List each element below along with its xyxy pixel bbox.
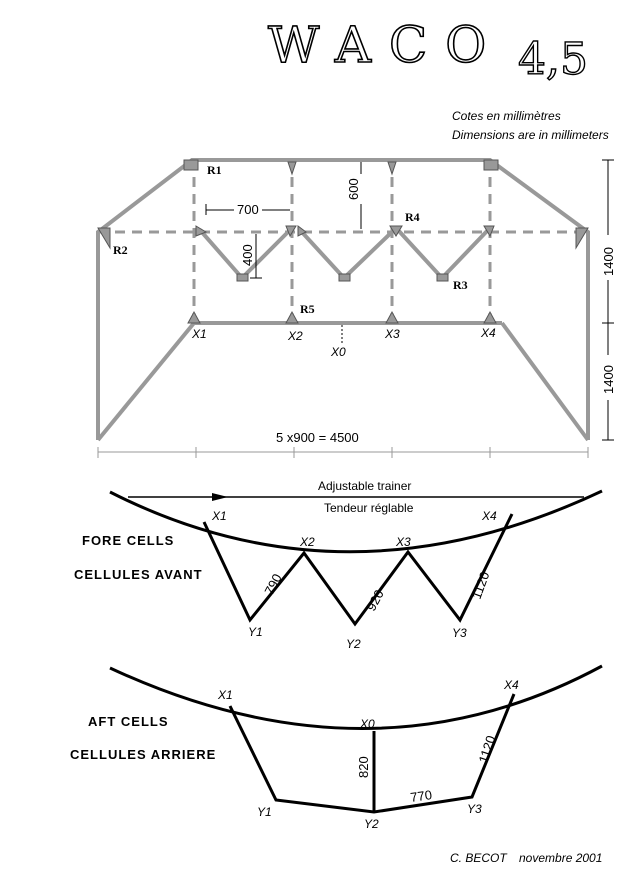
trainer-label-en: Adjustable trainer bbox=[318, 479, 412, 493]
dim-600: 600 bbox=[346, 178, 361, 200]
left-brace bbox=[98, 323, 194, 440]
dim-700: 700 bbox=[237, 202, 259, 217]
fore-label-y2: Y2 bbox=[346, 637, 361, 651]
author-credit: C. BECOT bbox=[450, 851, 507, 865]
ring-marker-top-right bbox=[484, 160, 498, 170]
diagram-version: 4,5 bbox=[518, 34, 588, 85]
fore-dim-790: 790 bbox=[261, 571, 285, 598]
tab-marker-top-3 bbox=[388, 162, 396, 174]
aft-sail-curve bbox=[110, 666, 602, 729]
fore-title-fr: CELLULES AVANT bbox=[74, 567, 203, 582]
label-r5: R5 bbox=[300, 302, 315, 316]
fore-title-en: FORE CELLS bbox=[82, 533, 175, 548]
aft-label-y1: Y1 bbox=[257, 805, 272, 819]
aft-label-x1: X1 bbox=[218, 688, 233, 702]
fore-dim-920: 920 bbox=[363, 587, 387, 614]
label-r3: R3 bbox=[453, 278, 468, 292]
label-r1: R1 bbox=[207, 163, 222, 177]
aft-label-x4: X4 bbox=[504, 678, 519, 692]
tab-marker-x1 bbox=[188, 312, 200, 323]
aft-dim-770: 770 bbox=[409, 787, 433, 805]
fore-label-x1: X1 bbox=[212, 509, 227, 523]
ring-marker-v1 bbox=[237, 274, 248, 281]
fore-label-x2: X2 bbox=[300, 535, 315, 549]
aft-label-y2: Y2 bbox=[364, 817, 379, 831]
span-dimension: 5 x900 = 4500 bbox=[276, 430, 359, 445]
right-brace bbox=[502, 323, 588, 440]
top-view bbox=[98, 160, 616, 458]
tab-marker-r5 bbox=[286, 312, 298, 323]
date-credit: novembre 2001 bbox=[519, 851, 603, 865]
aft-label-x0: X0 bbox=[360, 717, 375, 731]
fore-label-x3: X3 bbox=[396, 535, 411, 549]
label-r2: R2 bbox=[113, 243, 128, 257]
aft-dim-820: 820 bbox=[356, 756, 371, 778]
bridle-v-2 bbox=[300, 230, 394, 278]
kite-outline bbox=[98, 160, 588, 440]
tab-marker-x3 bbox=[386, 312, 398, 323]
label-x2: X2 bbox=[288, 329, 303, 343]
label-x1: X1 bbox=[192, 327, 207, 341]
fore-label-y1: Y1 bbox=[248, 625, 263, 639]
tab-marker-x4 bbox=[484, 312, 496, 323]
label-x3: X3 bbox=[385, 327, 400, 341]
diagram-title: WACO bbox=[268, 16, 505, 74]
dim-1400-lower: 1400 bbox=[601, 365, 616, 394]
ring-marker-r1 bbox=[184, 160, 198, 170]
fore-label-y3: Y3 bbox=[452, 626, 467, 640]
fore-cells-view bbox=[74, 479, 602, 651]
fore-dim-1120: 1120 bbox=[468, 569, 493, 602]
trainer-arrow bbox=[212, 493, 228, 501]
fore-bridle-zigzag bbox=[204, 514, 512, 624]
dim-400: 400 bbox=[240, 244, 255, 266]
tab-marker-top-2 bbox=[288, 162, 296, 174]
aft-cells-view bbox=[70, 666, 602, 831]
fore-label-x4: X4 bbox=[482, 509, 497, 523]
aft-bridle-outline bbox=[230, 694, 514, 812]
label-x4: X4 bbox=[481, 326, 496, 340]
bridle-v-3 bbox=[398, 230, 488, 278]
ring-marker-v2 bbox=[339, 274, 350, 281]
label-r4: R4 bbox=[405, 210, 420, 224]
aft-title-en: AFT CELLS bbox=[88, 714, 169, 729]
aft-label-y3: Y3 bbox=[467, 802, 482, 816]
units-note-en: Dimensions are in millimeters bbox=[452, 128, 609, 142]
ring-marker-r3 bbox=[437, 274, 448, 281]
trainer-label-fr: Tendeur réglable bbox=[324, 501, 414, 515]
units-note-fr: Cotes en millimètres bbox=[452, 109, 561, 123]
dim-1400-upper: 1400 bbox=[601, 247, 616, 276]
aft-dim-1120: 1120 bbox=[475, 733, 499, 765]
label-x0: X0 bbox=[331, 345, 346, 359]
aft-title-fr: CELLULES ARRIERE bbox=[70, 747, 217, 762]
